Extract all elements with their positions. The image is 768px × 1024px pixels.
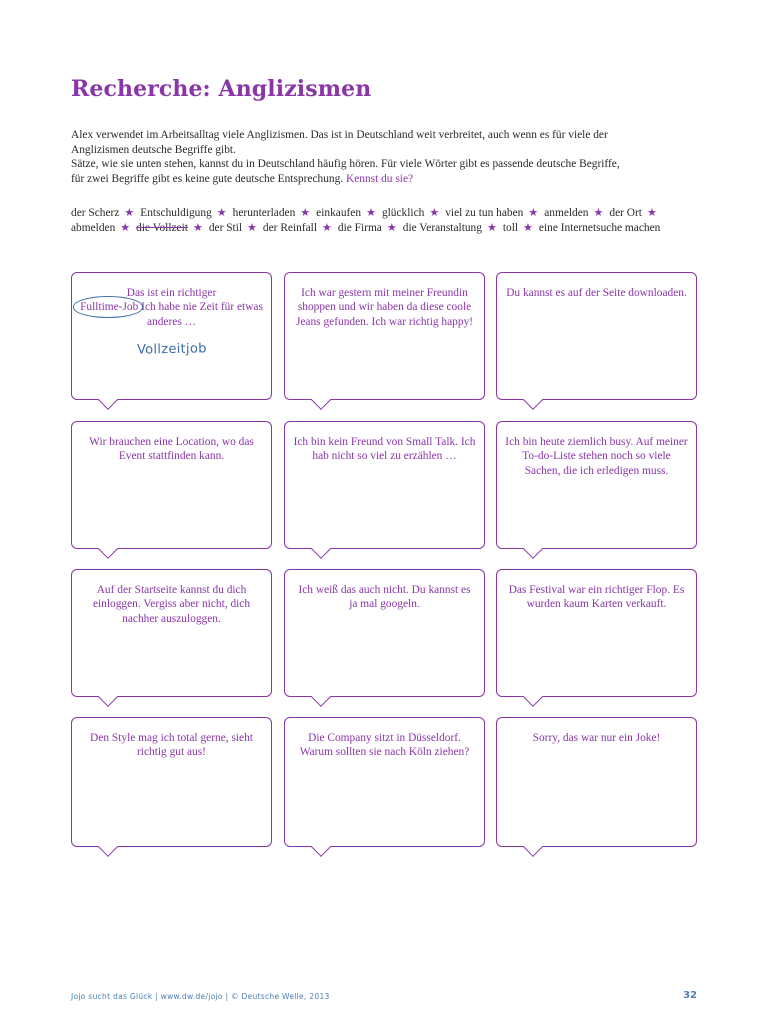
bubble-text: Auf der Startseite kannst du dich einloggen. Vergiss aber nicht, dich nachher auszuloggen.: [92, 584, 251, 625]
word-bank-item: Entschuldigung: [140, 207, 212, 219]
star-separator-icon: ★: [429, 207, 440, 219]
intro-question: Kennst du sie?: [345, 172, 414, 185]
intro-line: [71, 172, 701, 187]
bubble-text: Ich bin heute ziemlich busy. Auf meiner To-do-Liste stehen noch so viele Sachen, die ich erledigen muss.: [505, 436, 688, 477]
bubble-tail: [98, 539, 118, 559]
word-bank-row-1: [71, 206, 711, 221]
handwritten-answer: Vollzeitjob: [136, 341, 207, 358]
word-bank-item: der Ort: [609, 207, 642, 219]
speech-bubble: [284, 717, 485, 847]
word-bank-row-2: [71, 221, 711, 236]
bubble-tail: [523, 539, 543, 559]
speech-bubble: [71, 717, 272, 847]
circled-word: Fulltime-Job: [80, 301, 139, 314]
star-separator-icon: ★: [247, 221, 257, 234]
bubble-tail: [98, 390, 118, 410]
intro-paragraph: [71, 128, 701, 186]
word-bank-item: viel zu tun haben: [445, 207, 524, 219]
word-bank-item: der Reinfall: [262, 221, 318, 234]
bubble-tail: [523, 837, 543, 857]
speech-bubble: [71, 569, 272, 697]
star-separator-icon: ★: [593, 207, 604, 219]
star-separator-icon: ★: [386, 221, 397, 234]
speech-bubble: [496, 272, 697, 400]
speech-bubble: [284, 421, 485, 549]
word-bank-item: der Scherz: [71, 207, 120, 219]
bubble-tail: [523, 687, 543, 707]
bubble-text: Ich weiß das auch nicht. Du kannst es ja mal googeln.: [298, 584, 471, 611]
word-bank-item: die Firma: [337, 221, 382, 234]
bubble-tail: [98, 687, 118, 707]
bubble-text: Wir brauchen eine Location, wo das Event stattfinden kann.: [89, 436, 254, 463]
bubble-tail: [311, 539, 331, 559]
bubble-text: Die Company sitzt in Düsseldorf. Warum sollten sie nach Köln ziehen?: [299, 732, 470, 759]
page-title: Recherche: Anglizismen: [71, 76, 372, 102]
word-bank-item: glücklich: [381, 207, 425, 219]
star-separator-icon: ★: [322, 221, 332, 234]
star-separator-icon: ★: [216, 207, 227, 219]
bubble-text: Ich bin kein Freund von Small Talk. Ich hab nicht so viel zu erzählen …: [293, 436, 476, 463]
word-bank-item: anmelden: [544, 207, 589, 219]
speech-bubble: [284, 569, 485, 697]
speech-bubble: [496, 569, 697, 697]
bubble-tail: [523, 390, 543, 410]
intro-line: Anglizismen deutsche Begriffe gibt.: [71, 143, 236, 156]
word-bank-item: die Veranstaltung: [402, 221, 482, 234]
bubble-text: Sorry, das war nur ein Joke!: [532, 732, 661, 744]
word-bank-item: die Vollzeit: [136, 221, 188, 234]
speech-bubble: [71, 272, 272, 400]
bubble-text-pre: Das ist ein richtiger: [126, 287, 217, 299]
intro-text: für zwei Begriffe gibt es keine gute deutsche Entsprechung.: [71, 172, 344, 185]
speech-bubble: [496, 717, 697, 847]
star-separator-icon: ★: [124, 207, 135, 219]
star-separator-icon: ★: [486, 221, 497, 234]
speech-bubble: [496, 421, 697, 549]
bubble-text: Du kannst es auf der Seite downloaden.: [506, 287, 687, 299]
bubble-text: Das Festival war ein richtiger Flop. Es wurden kaum Karten verkauft.: [508, 584, 685, 611]
bubble-text: Den Style mag ich total gerne, sieht richtig gut aus!: [90, 732, 253, 759]
word-bank-item: toll: [502, 221, 519, 234]
bubble-tail: [311, 687, 331, 707]
bubble-tail: [311, 837, 331, 857]
word-bank-item: der Stil: [208, 221, 243, 234]
star-separator-icon: ★: [523, 221, 533, 234]
bubble-text-post: Ich habe nie Zeit für etwas anderes …: [138, 301, 263, 328]
page-number: 32: [683, 990, 697, 1001]
star-separator-icon: ★: [120, 221, 131, 234]
star-separator-icon: ★: [192, 221, 203, 234]
star-separator-icon: ★: [646, 207, 657, 219]
word-bank-item: eine Internetsuche machen: [538, 221, 661, 234]
word-bank-item: abmelden: [71, 221, 116, 234]
bubble-text: Ich war gestern mit meiner Freundin shoppen und wir haben da diese coole Jeans gefunden. Ich war richtig happy!: [295, 287, 474, 328]
intro-line: Sätze, wie sie unten stehen, kannst du in Deutschland häufig hören. Für viele Wörter gibt es passende deutsche Begriffe,: [71, 158, 620, 171]
speech-bubble: [71, 421, 272, 549]
star-separator-icon: ★: [300, 207, 311, 219]
speech-bubble: [284, 272, 485, 400]
star-separator-icon: ★: [366, 207, 376, 219]
word-bank: [71, 206, 711, 236]
bubble-text: [80, 286, 263, 329]
bubble-tail: [311, 390, 331, 410]
intro-line: Alex verwendet im Arbeitsalltag viele Anglizismen. Das ist in Deutschland weit verbreitet, auch wenn es für viele der: [71, 129, 608, 141]
star-separator-icon: ★: [528, 207, 539, 219]
word-bank-item: einkaufen: [316, 207, 362, 219]
footer-credit: Jojo sucht das Glück | www.dw.de/jojo | © Deutsche Welle, 2013: [71, 992, 330, 1001]
bubble-tail: [98, 837, 118, 857]
word-bank-item: herunterladen: [232, 207, 296, 219]
